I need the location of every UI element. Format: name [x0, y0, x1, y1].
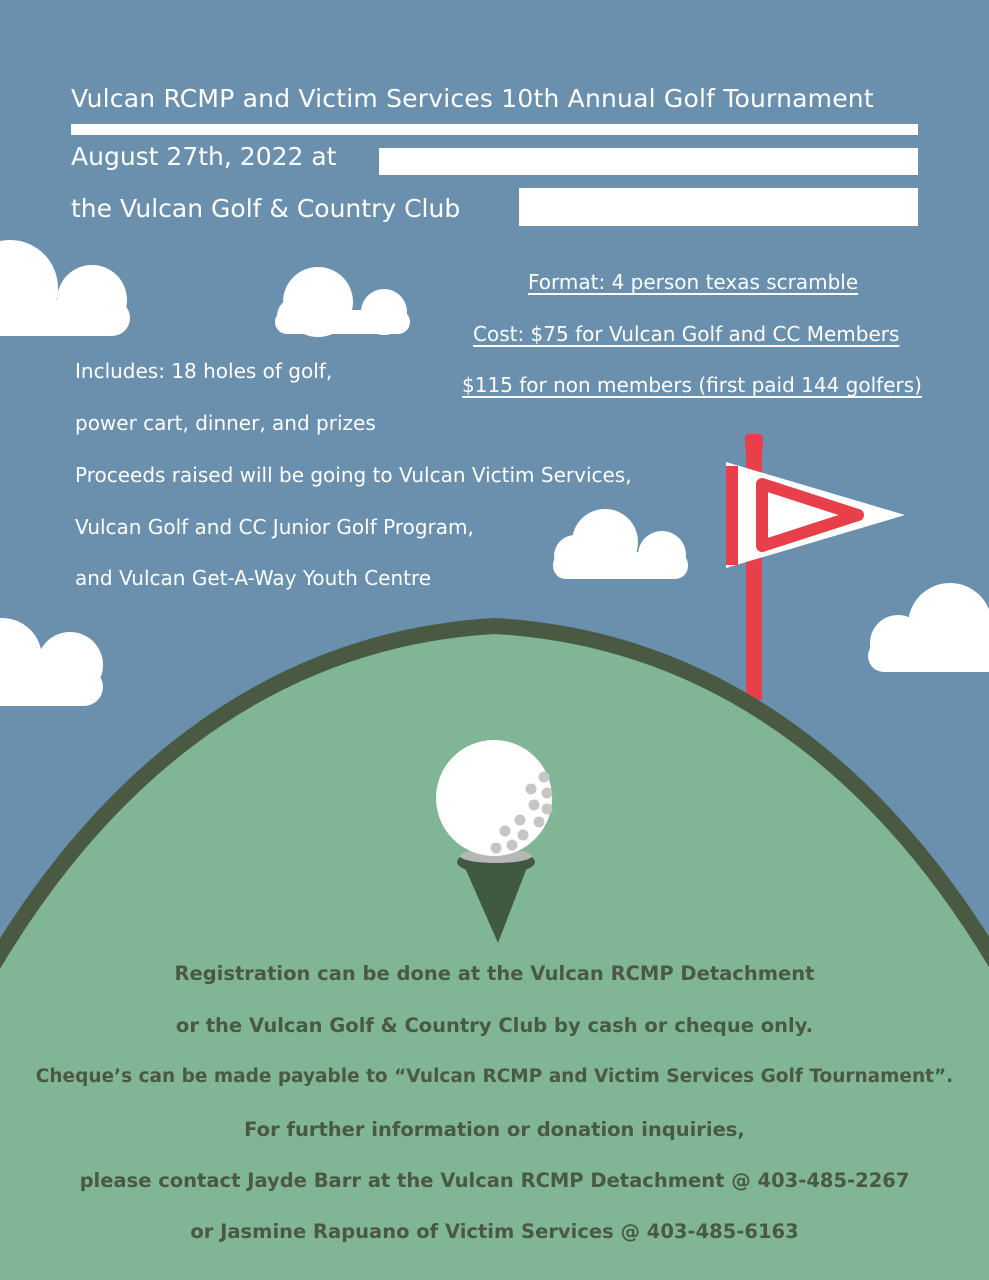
format-text: Format: 4 person texas scramble	[528, 270, 859, 294]
proceeds-line-3: and Vulcan Get-A-Way Youth Centre	[75, 566, 432, 590]
proceeds-line-2: Vulcan Golf and CC Junior Golf Program,	[75, 515, 474, 539]
cost-members-text: Cost: $75 for Vulcan Golf and CC Members	[473, 322, 900, 346]
cloud-icon	[553, 509, 688, 579]
event-venue: the Vulcan Golf & Country Club	[71, 194, 461, 223]
venue-blank-field	[519, 188, 918, 226]
includes-line-2: power cart, dinner, and prizes	[75, 411, 376, 435]
proceeds-line-1: Proceeds raised will be going to Vulcan Victim Services,	[75, 463, 632, 487]
title-underline	[71, 124, 918, 135]
cloud-icon	[275, 267, 410, 337]
cloud-icon	[868, 583, 989, 672]
contact-jasmine-rapuano: or Jasmine Rapuano of Victim Services @ 403-485-6163	[190, 1220, 799, 1243]
date-blank-field	[379, 148, 918, 175]
cloud-icon	[0, 240, 130, 336]
includes-line-1: Includes: 18 holes of golf,	[75, 359, 333, 383]
registration-line-1: Registration can be done at the Vulcan RCMP Detachment	[174, 962, 815, 985]
event-date: August 27th, 2022 at	[71, 142, 337, 171]
registration-line-4: For further information or donation inquiries,	[244, 1118, 745, 1141]
registration-line-3: Cheque’s can be made payable to “Vulcan RCMP and Victim Services Golf Tournament”.	[35, 1066, 954, 1087]
cost-non-members-text: $115 for non members (first paid 144 golfers)	[462, 373, 922, 397]
cloud-icon	[0, 618, 103, 706]
poster-title: Vulcan RCMP and Victim Services 10th Annual Golf Tournament	[71, 84, 874, 113]
registration-line-2: or the Vulcan Golf & Country Club by cash or cheque only.	[175, 1014, 814, 1037]
contact-jayde-barr: please contact Jayde Barr at the Vulcan RCMP Detachment @ 403-485-2267	[79, 1169, 910, 1192]
